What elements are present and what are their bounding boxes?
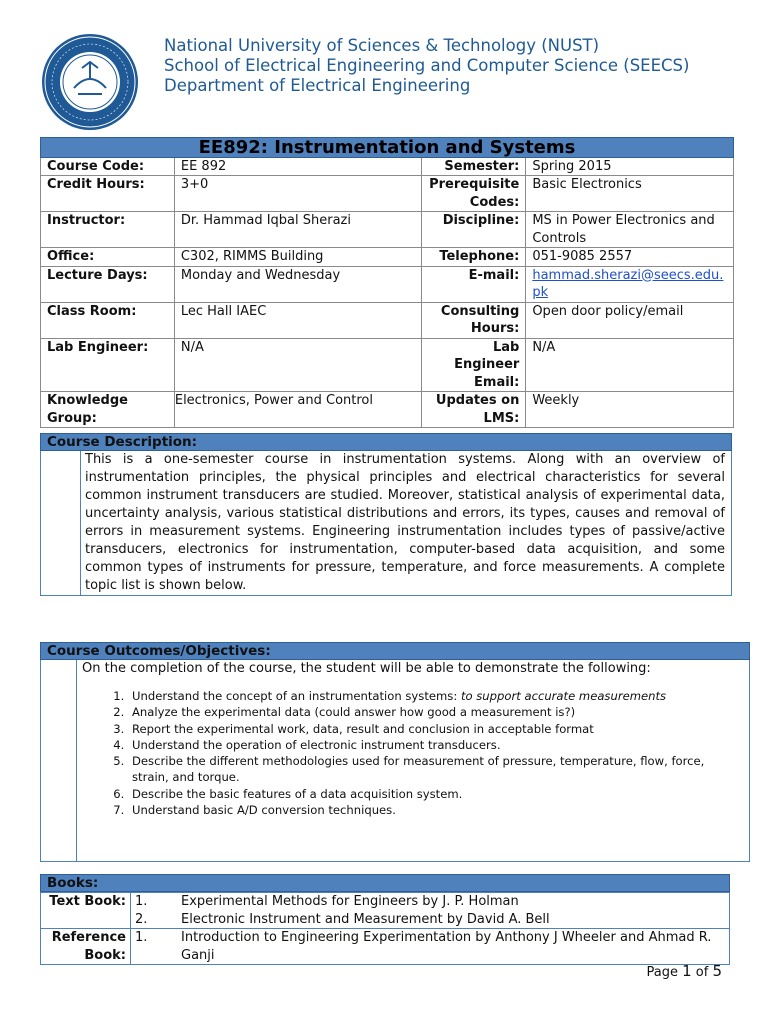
course-code-value: EE 892	[174, 157, 421, 176]
telephone-label: Telephone:	[422, 248, 526, 267]
office-label: Office:	[41, 248, 175, 267]
consulting-hours-label: Consulting Hours:	[422, 302, 526, 338]
class-room-label: Class Room:	[41, 302, 175, 338]
books-section	[40, 874, 730, 965]
telephone-value: 051-9085 2557	[526, 248, 734, 267]
outcome-item: 1. Understand the concept of an instrumentation systems: to support accurate measurements	[128, 688, 743, 704]
outcome-item: 2. Analyze the experimental data (could answer how good a measurement is?)	[128, 704, 743, 720]
course-description-section	[40, 433, 732, 596]
outcome-item: 3. Report the experimental work, data, result and conclusion in acceptable format	[128, 721, 743, 737]
discipline-value: MS in Power Electronics and Controls	[526, 212, 734, 248]
outcome-item: 5. Describe the different methodologies used for measurement of pressure, temperature, flow, force, strain, and torque.	[128, 753, 743, 786]
outcome-item: 7. Understand basic A/D conversion techniques.	[128, 802, 743, 818]
email-label: E-mail:	[422, 266, 526, 302]
page-number: Page 1 of 5	[646, 962, 722, 980]
instructor-email-link[interactable]: hammad.sherazi@seecs.edu.pk	[532, 267, 724, 300]
lab-engineer-email-label: Lab Engineer Email:	[422, 338, 526, 392]
course-description-heading: Course Description:	[40, 433, 732, 451]
semester-value: Spring 2015	[526, 157, 734, 176]
school-name: School of Electrical Engineering and Computer Science (SEECS)	[164, 56, 690, 75]
department-name: Department of Electrical Engineering	[164, 76, 471, 95]
consulting-hours-value: Open door policy/email	[526, 302, 734, 338]
outcome-item: 4. Understand the operation of electronic instrument transducers.	[128, 737, 743, 753]
office-value: C302, RIMMS Building	[174, 248, 421, 267]
outcome-item: 6. Describe the basic features of a data acquisition system.	[128, 786, 743, 802]
lab-engineer-value: N/A	[174, 338, 421, 392]
outcomes-intro: On the completion of the course, the student will be able to demonstrate the following:	[82, 661, 651, 676]
semester-label: Semester:	[422, 157, 526, 176]
text-book-label: Text Book:	[41, 893, 131, 929]
lab-engineer-label: Lab Engineer:	[41, 338, 175, 392]
instructor-label: Instructor:	[41, 212, 175, 248]
lecture-days-label: Lecture Days:	[41, 266, 175, 302]
instructor-value: Dr. Hammad Iqbal Sherazi	[174, 212, 421, 248]
knowledge-group-value: Electronics, Power and Control	[174, 392, 421, 428]
prerequisite-label: Prerequisite Codes:	[422, 176, 526, 212]
nust-seal-logo	[40, 32, 140, 132]
reference-book-item: 1. Introduction to Engineering Experimentation by Anthony J Wheeler and Ahmad R. Ganji	[135, 930, 712, 963]
credit-hours-label: Credit Hours:	[41, 176, 175, 212]
books-heading: Books:	[40, 874, 730, 892]
university-name: National University of Sciences & Technology (NUST)	[164, 36, 600, 55]
credit-hours-value: 3+0	[174, 176, 421, 212]
course-outcomes-section	[40, 642, 750, 862]
reference-book-label: Reference Book:	[41, 929, 131, 965]
course-code-label: Course Code:	[41, 157, 175, 176]
prerequisite-value: Basic Electronics	[526, 176, 734, 212]
lms-updates-value: Weekly	[526, 392, 734, 428]
text-book-item: 2. Electronic Instrument and Measurement by David A. Bell	[135, 911, 550, 927]
lms-updates-label: Updates on LMS:	[422, 392, 526, 428]
lab-engineer-email-value: N/A	[526, 338, 734, 392]
knowledge-group-label: Knowledge Group:	[41, 392, 175, 428]
lecture-days-value: Monday and Wednesday	[174, 266, 421, 302]
course-description-text: This is a one-semester course in instrumentation systems. Along with an overview of instrumentation principles, the physical principles and electrical characteristics for several common instrument transducers are studied. Moreover, statistical analysis of experimental data, uncertainty analysis, various statistical distributions and errors, its types, causes and removal of errors in measurement systems. Engineering instrumentation includes types of passive/active transducers, electronics for instrumentation, computer-based data acquisition, and some common types of instruments for pressure, temperature, and force measurements. A complete topic list is shown below.	[85, 452, 725, 593]
text-book-item: 1. Experimental Methods for Engineers by J. P. Holman	[135, 894, 519, 909]
course-title: EE892: Instrumentation and Systems	[41, 138, 734, 158]
course-outcomes-heading: Course Outcomes/Objectives:	[40, 642, 750, 660]
books-table	[40, 892, 730, 965]
discipline-label: Discipline:	[422, 212, 526, 248]
outcomes-list	[82, 688, 743, 818]
class-room-value: Lec Hall IAEC	[174, 302, 421, 338]
course-info-table	[40, 137, 734, 428]
document-header	[40, 26, 740, 126]
